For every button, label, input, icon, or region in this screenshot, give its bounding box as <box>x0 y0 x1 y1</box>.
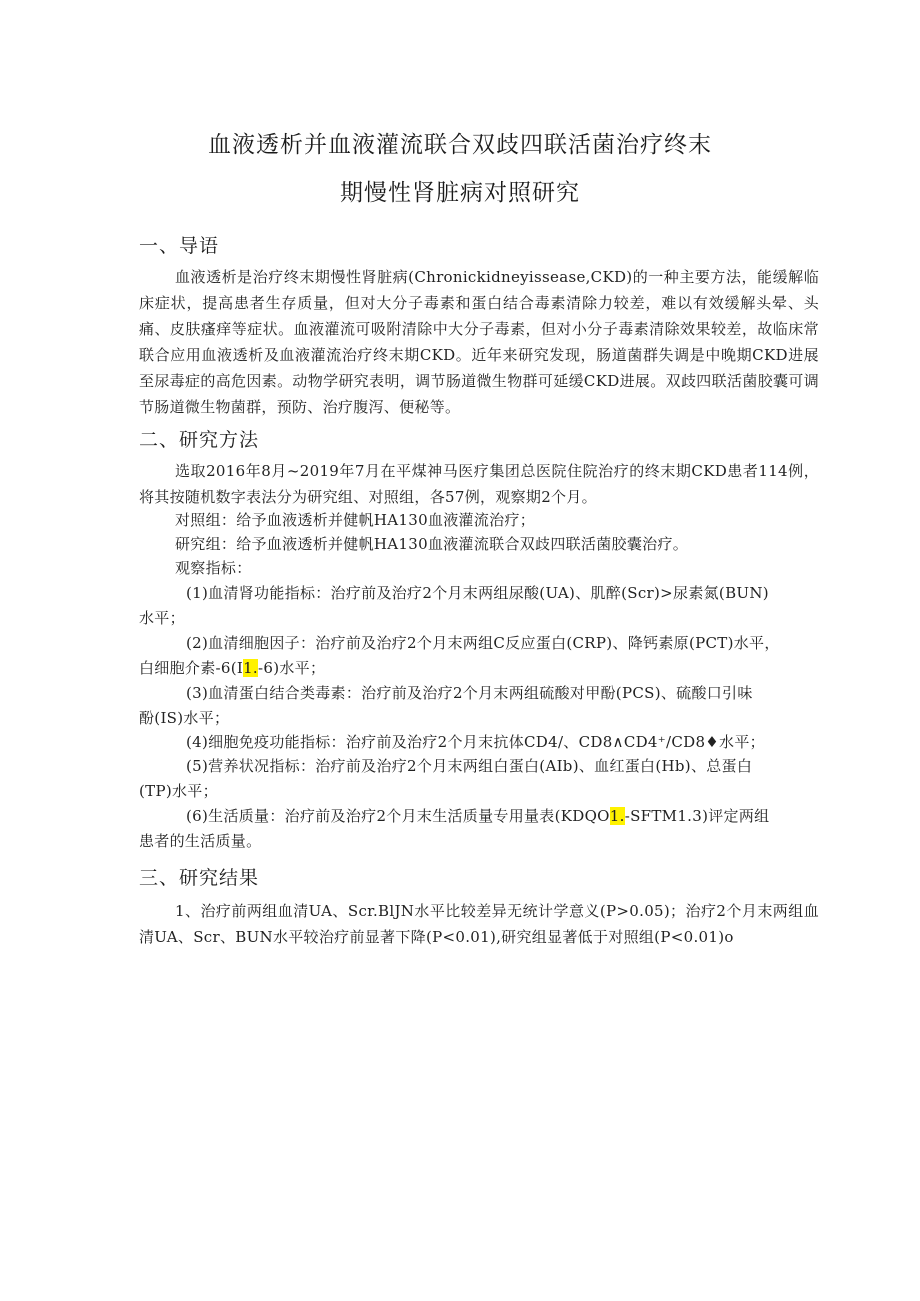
indicator-6-text-b: -SFTM1.3)评定两组 <box>624 807 770 825</box>
indicator-6-line-2: 患者的生活质量。 <box>139 832 262 850</box>
study-group-text: 研究组：给予血液透析并健帆HA130血液灌流联合双歧四联活菌胶囊治疗。 <box>175 535 689 553</box>
highlighted-text: 1. <box>609 807 625 825</box>
section-heading-results: 三、研究结果 <box>139 867 260 889</box>
indicator-2-line-1: (2)血清细胞因子：治疗前及治疗2个月末两组C反应蛋白(CRP)、降钙素原(PCT)水平， <box>186 634 780 652</box>
indicator-3-line-1: (3)血清蛋白结合类毒素：治疗前及治疗2个月末两组硫酸对甲酚(PCS)、硫酸口引味 <box>186 684 753 702</box>
indicator-5-line-2: (TP)水平； <box>139 782 218 800</box>
indicator-2-text-b: -6)水平； <box>258 659 326 677</box>
indicator-1-line-1: (1)血清肾功能指标：治疗前及治疗2个月末两组尿酸(UA)、肌醉(Scr)>尿素氮(BUN) <box>186 584 769 602</box>
document-title-line-2: 期慢性肾脏病对照研究 <box>340 180 580 206</box>
highlighted-text: 1. <box>243 659 259 677</box>
indicators-label: 观察指标： <box>175 559 252 577</box>
indicator-2-text-a: 白细胞介素-6(I <box>139 659 244 677</box>
results-paragraph: 1、治疗前两组血清UA、Scr.BlJN水平比较差异无统计学意义(P>0.05)；治疗2个月末两组血清UA、Scr、BUN水平较治疗前显著下降(P<0.01),研究组显著低于对照组(P<0.01)o <box>139 902 819 946</box>
intro-paragraph: 血液透析是治疗终末期慢性肾脏病(Chronickidneyissease,CKD)的一种主要方法，能缓解临床症状，提高患者生存质量，但对大分子毒素和蛋白结合毒素清除力较差，难以有效缓解头晕、头痛、皮肤瘙痒等症状。血液灌流可吸附清除中大分子毒素，但对小分子毒素清除效果较差，故临床常联合应用血液透析及血液灌流治疗终末期CKD。近年来研究发现，肠道菌群失调是中晚期CKD进展至尿毒症的高危因素。动物学研究表明，调节肠道微生物群可延缓CKD进展。双歧四联活菌胶囊可调节肠道微生物菌群，预防、治疗腹泻、便秘等。 <box>139 268 819 416</box>
indicator-5-line-1: (5)营养状况指标：治疗前及治疗2个月末两组白蛋白(AIb)、血红蛋白(Hb)、总蛋白 <box>186 757 753 775</box>
indicator-6-text-a: (6)生活质量：治疗前及治疗2个月末生活质量专用量表(KDQO <box>186 807 610 825</box>
section-heading-methods: 二、研究方法 <box>139 429 260 451</box>
indicator-3-line-2: 酚(IS)水平； <box>139 709 230 727</box>
document-title-line-1: 血液透析并血液灌流联合双歧四联活菌治疗终末 <box>208 132 712 158</box>
indicator-2-line-2 <box>139 655 819 681</box>
section-heading-intro: 一、导语 <box>139 235 220 257</box>
control-group-text: 对照组：给予血液透析并健帆HA130血液灌流治疗； <box>175 511 536 529</box>
methods-paragraph: 选取2016年8月~2019年7月在平煤神马医疗集团总医院住院治疗的终末期CKD患者114例，将其按随机数字表法分为研究组、对照组，各57例，观察期2个月。 <box>139 462 819 506</box>
indicator-1-line-2: 水平； <box>139 609 185 627</box>
indicator-4-line-1: (4)细胞免疫功能指标：治疗前及治疗2个月末抗体CD4/、CD8∧CD4⁺/CD8♦水平； <box>186 733 765 751</box>
indicator-6-line-1 <box>186 803 819 829</box>
